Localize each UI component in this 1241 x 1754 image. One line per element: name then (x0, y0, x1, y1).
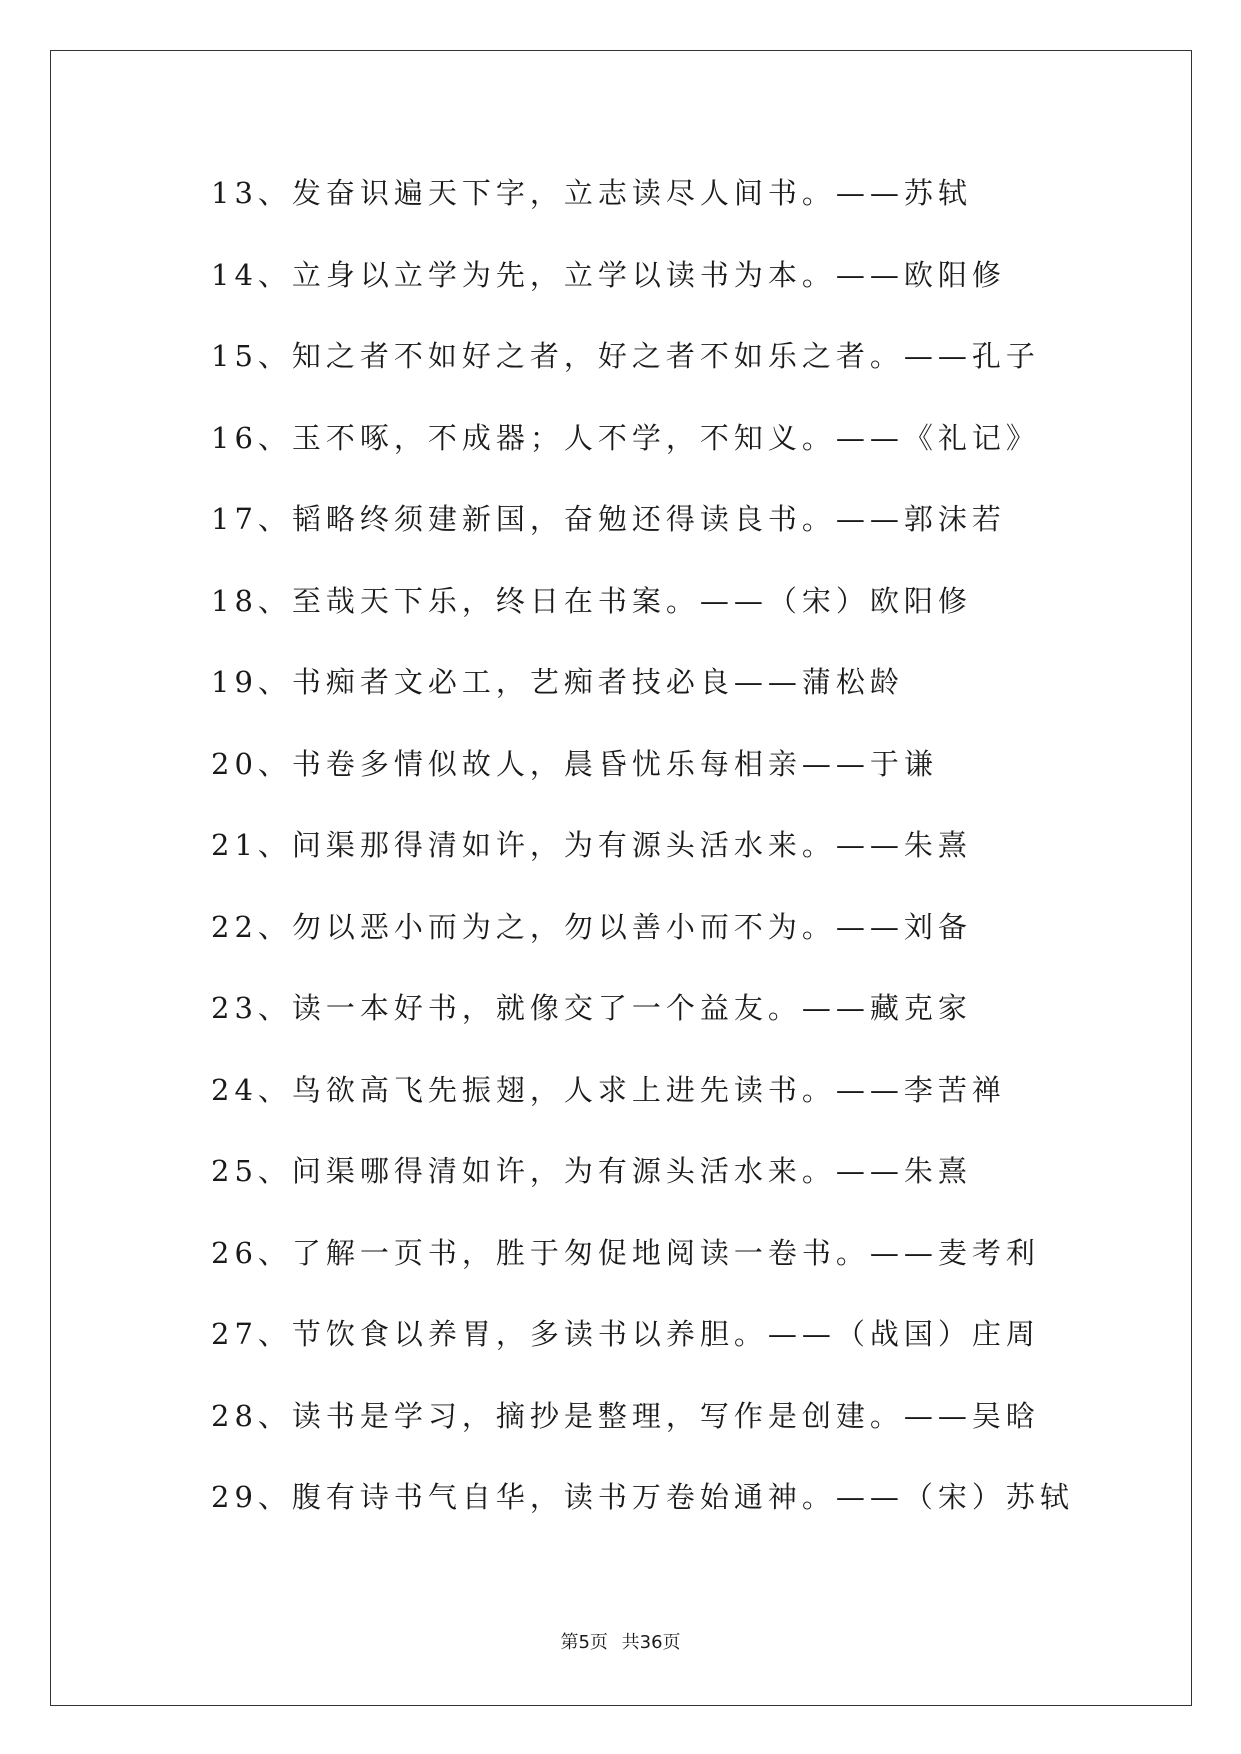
quote-list (211, 163, 1074, 1549)
quote-line: 27、节饮食以养胃，多读书以养胆。——（战国）庄周 (211, 1317, 1040, 1351)
quote-line: 22、勿以恶小而为之，勿以善小而不为。——刘备 (211, 909, 972, 944)
quote-line: 20、书卷多情似故人，晨昏忧乐每相亲——于谦 (211, 746, 938, 781)
quote-line: 14、立身以立学为先，立学以读书为本。——欧阳修 (211, 257, 1006, 292)
quote-line: 23、读一本好书，就像交了一个益友。——藏克家 (211, 991, 972, 1025)
quote-line: 17、韬略终须建新国，奋勉还得读良书。——郭沫若 (211, 502, 1006, 536)
quote-line: 16、玉不啄，不成器；人不学，不知义。——《礼记》 (211, 420, 1040, 455)
page-total: 共36页 (621, 1632, 681, 1653)
quote-line: 24、鸟欲高飞先振翅，人求上进先读书。——李苦禅 (211, 1072, 1006, 1107)
quote-line: 26、了解一页书，胜于匆促地阅读一卷书。——麦考利 (211, 1235, 1040, 1270)
quote-line: 13、发奋识遍天下字，立志读尽人间书。——苏轼 (211, 176, 972, 210)
page-number: 第5页 (560, 1632, 608, 1653)
quote-line: 29、腹有诗书气自华，读书万卷始通神。——（宋）苏轼 (211, 1480, 1074, 1514)
quote-line: 18、至哉天下乐，终日在书案。——（宋）欧阳修 (211, 583, 972, 618)
quote-line: 28、读书是学习，摘抄是整理，写作是创建。——吴晗 (211, 1398, 1040, 1433)
page-footer (0, 1628, 1241, 1654)
quote-line: 19、书痴者文必工，艺痴者技必良——蒲松龄 (211, 665, 904, 699)
quote-line: 25、问渠哪得清如许，为有源头活水来。——朱熹 (211, 1154, 972, 1188)
quote-line: 15、知之者不如好之者，好之者不如乐之者。——孔子 (211, 339, 1040, 373)
quote-line: 21、问渠那得清如许，为有源头活水来。——朱熹 (211, 828, 972, 862)
